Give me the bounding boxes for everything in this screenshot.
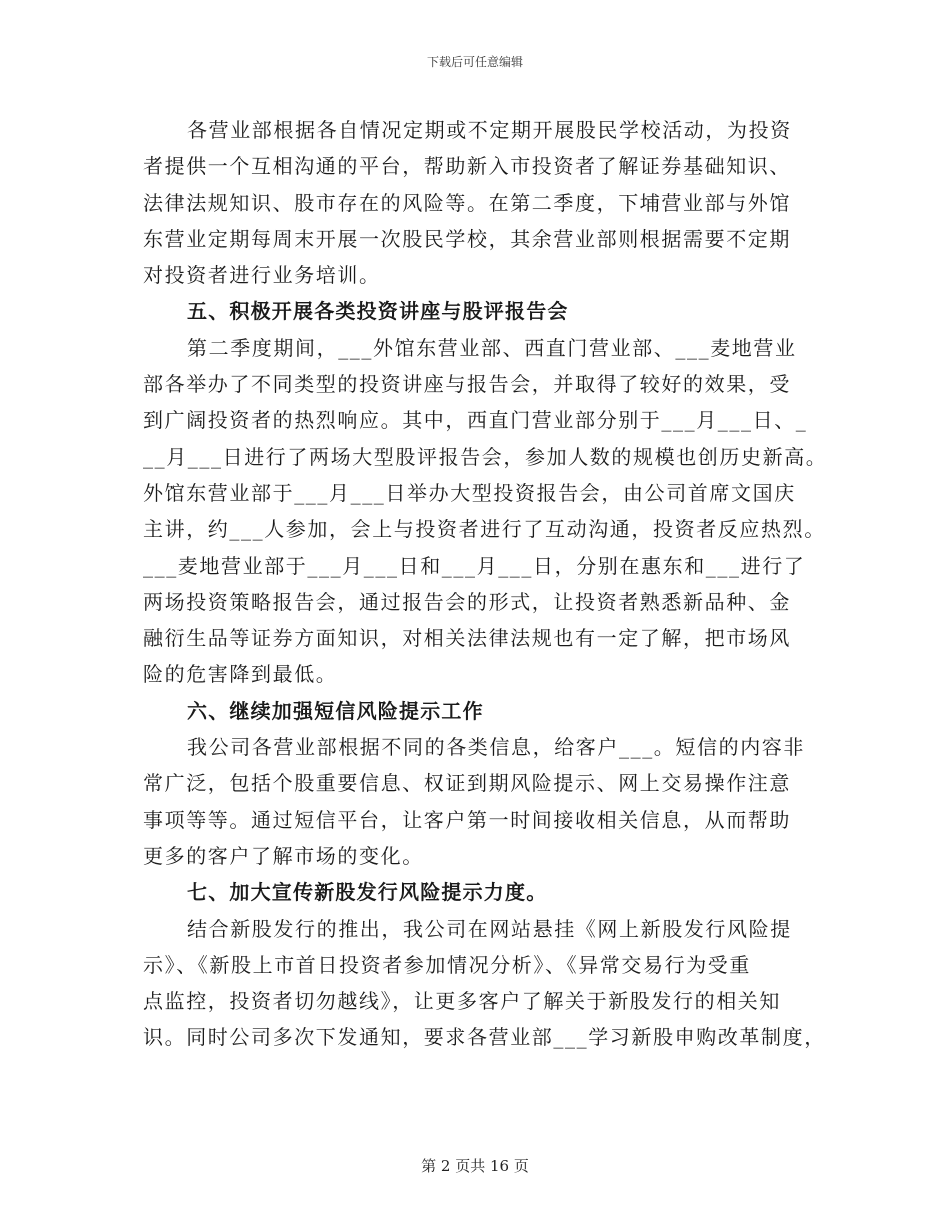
text-line: 识。同时公司多次下发通知，要求各营业部___学习新股申购改革制度， [143, 1025, 826, 1050]
section-heading: 七、加大宣传新股发行风险提示力度。 [187, 880, 548, 905]
text-line: 常广泛，包括个股重要信息、权证到期风险提示、网上交易操作注意 [143, 771, 791, 796]
text-line: 更多的客户了解市场的变化。 [143, 843, 424, 868]
text-line: 两场投资策略报告会，通过报告会的形式，让投资者熟悉新品种、金 [143, 589, 791, 614]
text-line: 我公司各营业部根据不同的各类信息，给客户___。短信的内容非 [187, 735, 805, 760]
text-line: 部各举办了不同类型的投资讲座与报告会，并取得了较好的效果，受 [143, 372, 791, 397]
text-line: 法律法规知识、股市存在的风险等。在第二季度，下埔营业部与外馆 [143, 190, 791, 215]
section-heading: 六、继续加强短信风险提示工作 [187, 698, 484, 723]
text-line: 险的危害降到最低。 [143, 662, 338, 687]
text-line: 主讲，约___人参加，会上与投资者进行了互动沟通，投资者反应热烈。 [143, 517, 826, 542]
page-header: 下载后可任意编辑 [426, 55, 523, 69]
text-line: ___麦地营业部于___月___日和___月___日，分别在惠东和___进行了 [143, 553, 806, 578]
page-footer: 第 2 页共 16 页 [421, 1157, 529, 1175]
text-line: 到广阔投资者的热烈响应。其中，西直门营业部分别于___月___日、_ [143, 408, 808, 433]
text-line: 各营业部根据各自情况定期或不定期开展股民学校活动，为投资 [187, 118, 792, 142]
document-body [143, 112, 828, 1056]
text-line: 事项等等。通过短信平台，让客户第一时间接收相关信息，从而帮助 [143, 807, 791, 832]
text-line: 者提供一个互相沟通的平台，帮助新入市投资者了解证券基础知识、 [143, 154, 791, 179]
text-line: 对投资者进行业务培训。 [143, 263, 381, 288]
text-line: 第二季度期间，___外馆东营业部、西直门营业部、___麦地营业 [187, 335, 797, 360]
text-line: 结合新股发行的推出，我公司在网站悬挂《网上新股发行风险提 [187, 916, 792, 941]
text-line: 外馆东营业部于___月___日举办大型投资报告会，由公司首席文国庆 [143, 480, 796, 505]
text-line: 点监控，投资者切勿越线》，让更多客户了解关于新股发行的相关知 [143, 989, 781, 1014]
text-line: 东营业定期每周末开展一次股民学校，其余营业部则根据需要不定期 [143, 226, 791, 251]
text-line: __月___日进行了两场大型股评报告会，参加人数的规模也创历史新高。 [143, 444, 828, 469]
section-heading: 五、积极开展各类投资讲座与股评报告会 [187, 299, 569, 324]
text-line: 示》、《新股上市首日投资者参加情况分析》、《异常交易行为受重 [143, 952, 751, 977]
text-line: 融衍生品等证券方面知识，对相关法律法规也有一定了解，把市场风 [143, 626, 791, 651]
